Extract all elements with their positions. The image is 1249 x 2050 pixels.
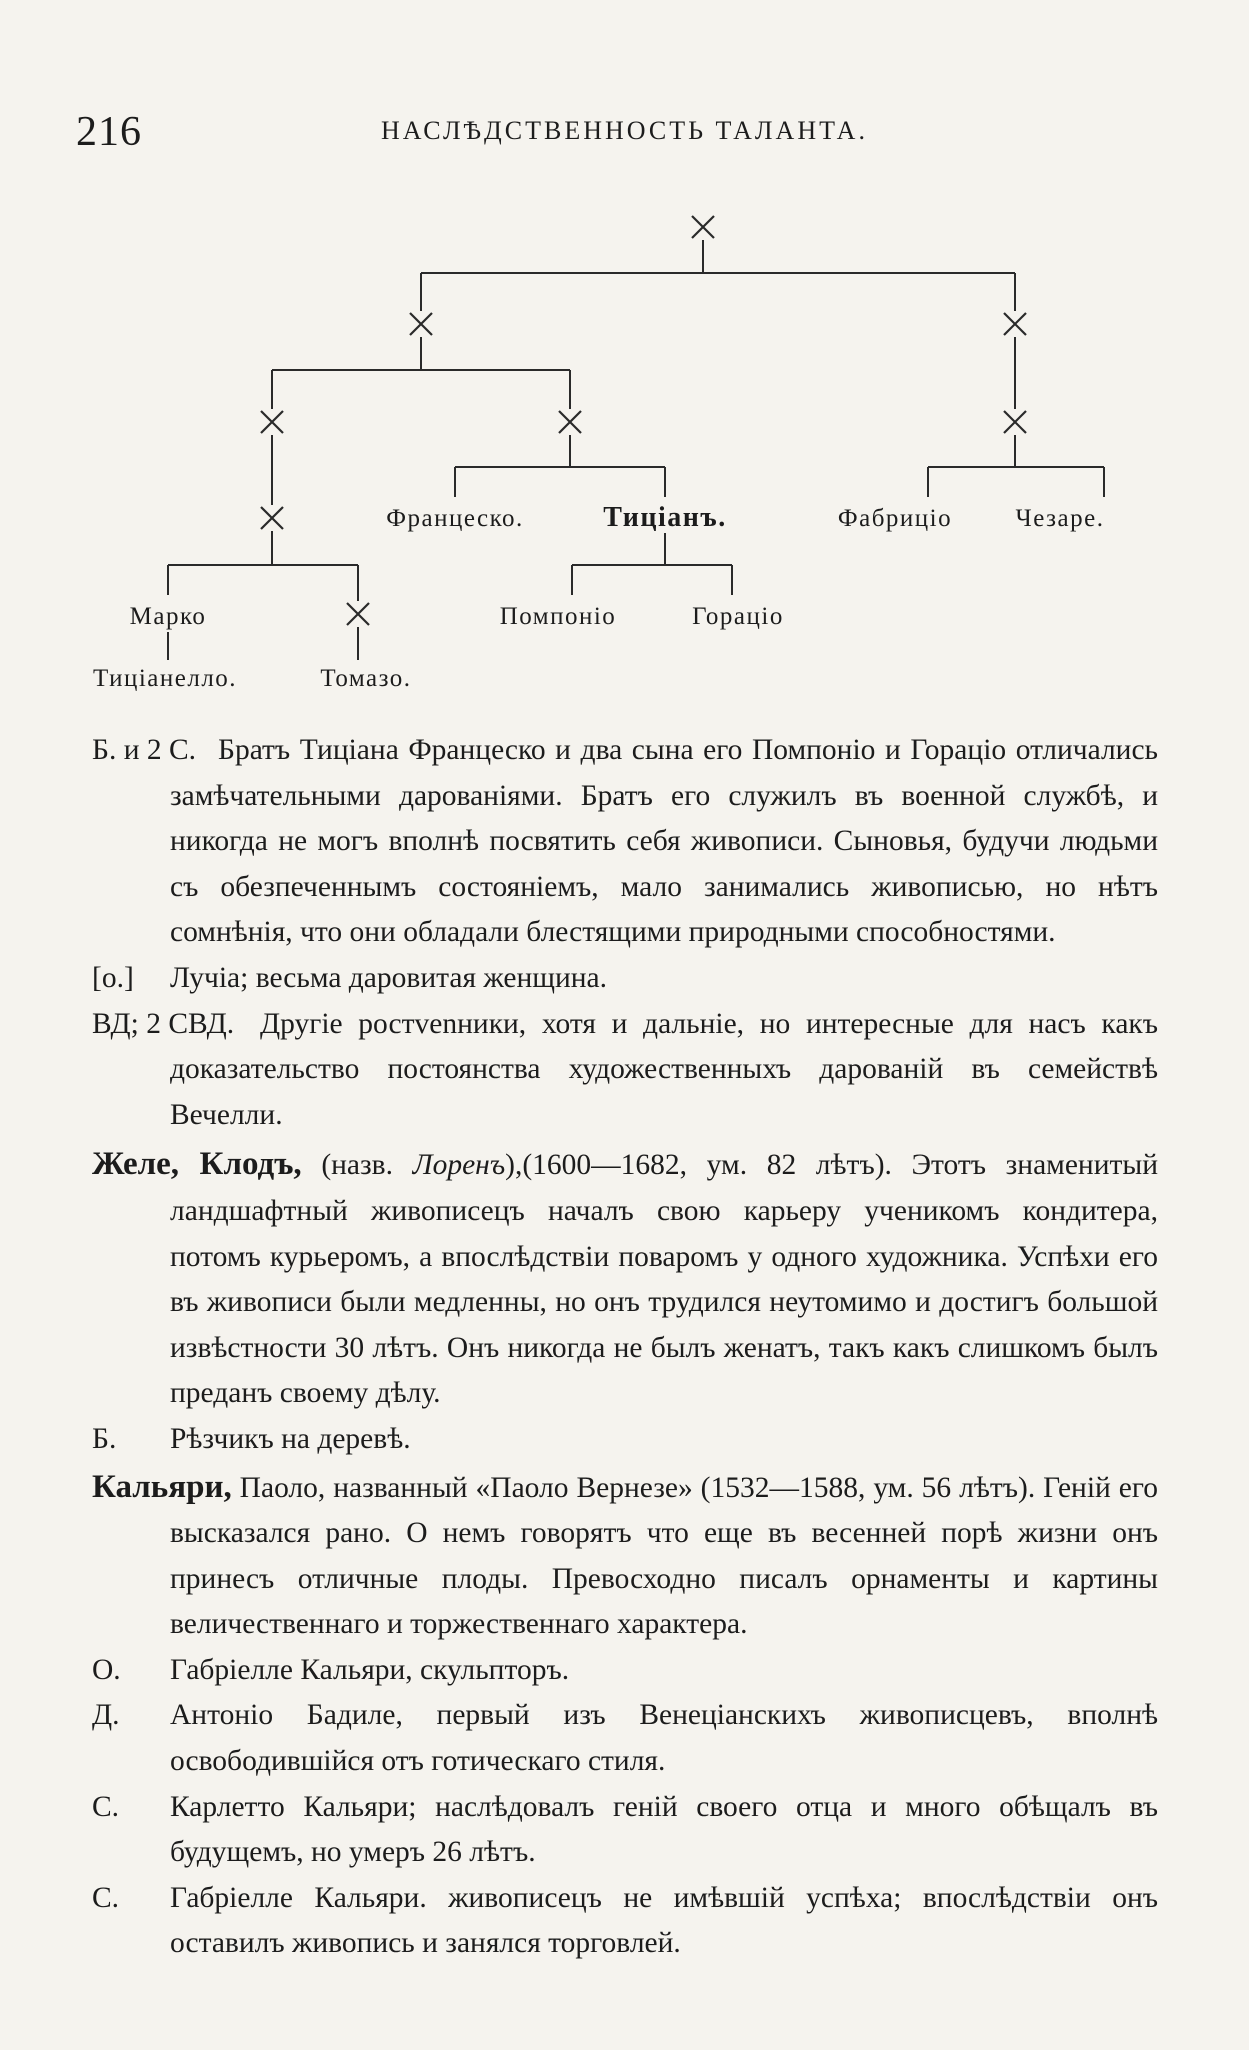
tree-lines	[168, 240, 1104, 660]
artist-name-caliari: Кальяри,	[92, 1468, 232, 1505]
zhele-pre: (назв.	[321, 1149, 393, 1182]
tree-mark-ll	[261, 411, 283, 433]
family-tree	[0, 0, 1249, 700]
entry-text: Антоніо Бадиле, первый изъ Венеціанскихъ живописцевъ, вполнѣ освободившійся отъ готическаго стиля.	[170, 1699, 1158, 1778]
entry-label: С.	[92, 1881, 120, 1914]
tree-mark-root	[692, 216, 714, 238]
entry-text: Лучіа; весьма даровитая женщина.	[170, 961, 608, 994]
tree-mark-lm	[559, 411, 581, 433]
tree-name-titian: Тиціанъ.	[603, 502, 727, 533]
tree-name-titianello: Тиціанелло.	[92, 665, 238, 692]
entry-zhele-b	[92, 1417, 1158, 1463]
entry-text: Другіе ростvenники, хотя и дальніе, но интересные для насъ какъ доказательство постоянства художественныхъ дарованій въ семействѣ Вечелли.	[170, 1007, 1158, 1131]
entry-label: Д.	[92, 1699, 120, 1732]
entry-caliari-s2	[92, 1876, 1158, 1967]
caliari-text: Паоло, названный «Паоло Вернезе» (1532—1588, ум. 56 лѣтъ). Геній его высказался рано. О немъ говорятъ что еще въ весенней порѣ жизни онъ принесъ отличные плоды. Превосходно писалъ орнаменты и картины величественнаго и торжественнаго характера.	[170, 1471, 1158, 1641]
entry-brother-sons	[92, 728, 1158, 956]
tree-name-horacio: Гораціо	[692, 603, 784, 630]
entry-label: ВД; 2 СВД.	[92, 1007, 235, 1040]
entry-label: [о.]	[92, 961, 134, 994]
entry-label: О.	[92, 1653, 121, 1686]
entry-lucia	[92, 956, 1158, 1002]
entry-text: Рѣзчикъ на деревѣ.	[170, 1422, 411, 1455]
artist-name-zhele: Желе, Клодъ,	[92, 1146, 302, 1183]
tree-mark-right	[1004, 313, 1026, 335]
zhele-alias: Лоренъ	[412, 1149, 506, 1182]
tree-name-cesare: Чезаре.	[1015, 505, 1105, 532]
tree-mark-left	[410, 313, 432, 335]
tree-name-frances: Францеско.	[386, 505, 524, 532]
entry-text: Габріелле Кальяри, скульпторъ.	[170, 1653, 570, 1686]
tree-mark-tomazo	[347, 603, 369, 625]
tree-name-pomponio: Помпоніо	[499, 603, 617, 630]
entry-caliari-d	[92, 1693, 1158, 1784]
entry-label: Б.	[92, 1422, 117, 1455]
running-title: НАСЛѢДСТВЕННОСТЬ ТАЛАНТА.	[381, 116, 868, 145]
entry-label: Б. и 2 С.	[92, 734, 197, 766]
page-number: 216	[76, 109, 142, 155]
tree-name-tomazo: Томазо.	[320, 665, 412, 692]
entry-text: Братъ Тиціана Францеско и два сына его Помпоніо и Гораціо отличались замѣчательными дарованіями. Братъ его служилъ въ военной службѣ, и никогда не могъ вполнѣ посвятить себя живописи. Сыновья, будучи людьми съ обезпеченнымъ состояніемъ, мало занимались живописью, но нѣтъ сомнѣнія, что они обладали блестящими природными способностями.	[170, 734, 1158, 949]
tree-mark-rr	[1004, 411, 1026, 433]
entry-text: Габріелле Кальяри. живописецъ не имѣвшій успѣха; впослѣдствіи онъ оставилъ живопись и занялся торговлей.	[170, 1881, 1158, 1960]
entry-caliari	[92, 1465, 1158, 1648]
entry-text: Карлетто Кальяри; наслѣдовалъ геній своего отца и много обѣщалъ въ будущемъ, но умеръ 26 лѣтъ.	[170, 1790, 1158, 1869]
tree-name-marco: Марко	[129, 603, 207, 630]
tree-name-fabricio: Фабриціо	[837, 505, 953, 532]
entry-label: С.	[92, 1790, 120, 1823]
zhele-text: ),(1600—1682, ум. 82 лѣтъ). Этотъ знаменитый ландшафтный живописецъ началъ свою карьеру ученикомъ кондитера, потомъ курьеромъ, а впослѣдствіи поваромъ у одного художника. Успѣхи его въ живописи были медленны, но онъ трудился неутомимо и достигъ большой извѣстности 30 лѣтъ. Онъ никогда не былъ женатъ, такъ какъ слишкомъ былъ преданъ своему дѣлу.	[170, 1149, 1158, 1410]
tree-mark-lll	[261, 507, 283, 529]
entry-zhele	[92, 1142, 1158, 1417]
entry-caliari-o	[92, 1648, 1158, 1694]
entry-caliari-s1	[92, 1785, 1158, 1876]
page-body	[92, 728, 1158, 1967]
entry-relatives	[92, 1002, 1158, 1139]
